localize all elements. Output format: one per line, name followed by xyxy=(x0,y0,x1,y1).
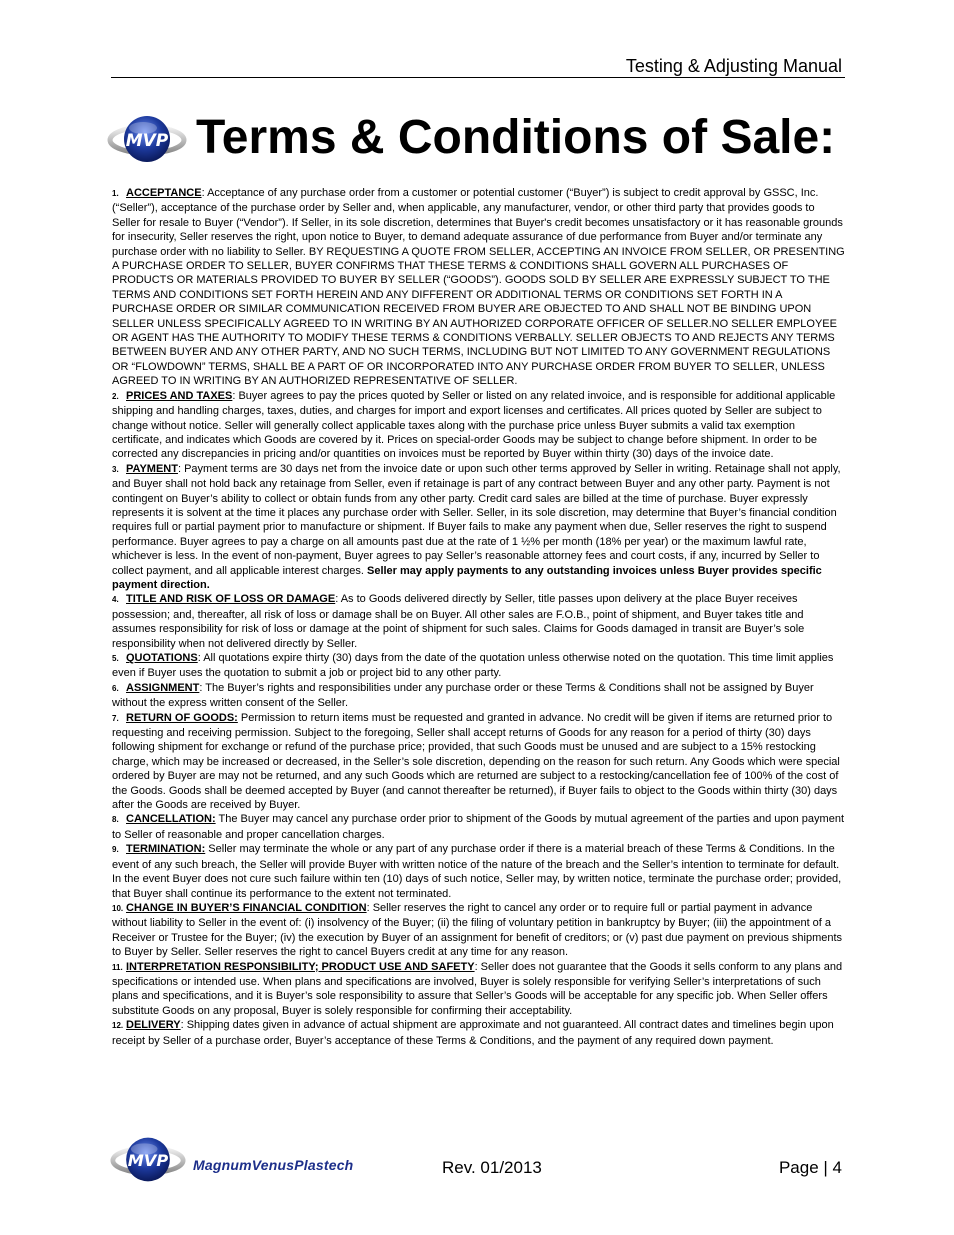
revision-label: Rev. 01/2013 xyxy=(442,1158,542,1177)
page-title: Terms & Conditions of Sale: xyxy=(196,111,836,164)
term-section-11: 11. INTERPRETATION RESPONSIBILITY; PRODUCT USE AND SAFETY: Seller does not guarantee that the Goods it sells conform to any plans and specifications or intended use. When plans and specifications are involved, Buyer is solely responsible for verifying Seller’s interpretations of such plans and specifications, and it is Buyer’s sole responsibility to assure that Seller’s Goods will be acceptable for any specific job. When Seller offers substitute Goods on any proposal, Buyer is solely responsible for confirming their acceptability. xyxy=(112,960,843,1017)
page-number: Page | 4 xyxy=(778,1158,842,1177)
manual-title: Testing & Adjusting Manual xyxy=(625,56,842,76)
term-section-12: 12. DELIVERY: Shipping dates given in advance of actual shipment are approximate and not guaranteed. All contract dates and timelines begin upon receipt by Seller of a purchase order, Buyer’s acceptance of these Terms & Conditions, and the payment of any required down payment. xyxy=(112,1019,834,1047)
logo-text: MVP xyxy=(125,131,169,151)
brand-name: MagnumVenusPlastech xyxy=(193,1157,354,1173)
term-section-7: 7. RETURN OF GOODS: Permission to return items must be requested and granted in advance. No credit will be given if items are returned prior to requesting and receiving permission. Subject to the foregoing, Seller shall accept returns of Goods for any reason for a period of thirty (30) days following shipment for exchange or refund of the purchase price; provided, that such Goods must be unused and are subject to a 15% restocking charge, which may be increased or decreased, in the Seller’s sole discretion, depending on the reason for such return. Any Goods which were special ordered by Buyer are may not be returned, and any such Goods which are returned are subject to a restocking/cancellation fee of 100% of the cost of the Goods. Goods shall be deemed accepted by Buyer (and cannot thereafter be returned), if Buyer fails to object to the Goods within thirty (30) days after the Goods are received by Buyer. xyxy=(112,711,840,812)
term-section-2: 2. PRICES AND TAXES: Buyer agrees to pay the prices quoted by Seller or listed on any related invoice, and is responsible for additional applicable shipping and handling charges, taxes, duties, and charges for import and export licenses and certificates. All prices quoted by Seller are subject to change without notice. Seller will generally collect applicable taxes along with the purchase price unless Buyer submits a valid tax exemption certificate, and indicates which Goods are covered by it. Prices on special-order Goods may be subject to change before shipment. In order to be corrected any discrepancies in pricing and/or quantities on invoices must be reported by Buyer within thirty (30) days of the invoice date. xyxy=(112,389,836,461)
mvp-footer-logo-icon xyxy=(110,1132,186,1187)
term-section-5: 5. QUOTATIONS: All quotations expire thirty (30) days from the date of the quotation unless otherwise noted on the quotation. This time limit applies even if Buyer uses the quotation to submit a job or project bid to any other party. xyxy=(112,652,834,680)
footer-logo-text: MVP xyxy=(127,1151,169,1171)
mvp-logo-icon xyxy=(107,111,187,167)
term-section-6: 6. ASSIGNMENT: The Buyer’s rights and responsibilities under any purchase order or these Terms & Conditions shall not be assigned by Buyer without the express written consent of the Seller. xyxy=(112,681,814,710)
terms-body xyxy=(112,186,845,1048)
term-section-4: 4. TITLE AND RISK OF LOSS OR DAMAGE: As to Goods delivered directly by Seller, title passes upon delivery at the place Buyer receives possession; and, thereafter, all risk of loss or damage shall be on Buyer. All other sales are F.O.B., point of shipment, and Buyer takes title and assumes responsibility for risk of loss or damage at the point of shipment for such sales. Claims for Goods damaged in transit are Buyer’s sole responsibility when not delivered directly by Seller. xyxy=(112,593,805,650)
term-section-9: 9. TERMINATION: Seller may terminate the whole or any part of any purchase order if there is a material breach of these Terms & Conditions. In the event of any such breach, the Seller will provide Buyer with written notice of the nature of the breach and the Seller’s intention to terminate for default. In the event Buyer does not cure such failure within ten (10) days of such notice, Seller may, by written notice, terminate the purchase order; provided, that Buyer shall continue its performance to the extent not terminated. xyxy=(112,843,842,900)
term-section-3: 3. PAYMENT: Payment terms are 30 days net from the invoice date or upon such other terms approved by Seller in writing. Retainage shall not apply, and Buyer shall not hold back any retainage from Seller, even if retainage is part of any contract between Buyer and any other party. Payment is not contingent on Buyer’s ability to collect or obtain funds from any other party. Credit card sales are billed at the time of purchase. Buyer expressly represents it is solvent at the time it places any purchase order with Seller. Seller, in its sole discretion, may determine that Buyer’s financial condition requires full or partial payment prior to manufacture or shipment. If Buyer fails to make any payment when due, Seller reserves the right to suspend performance. Buyer agrees to pay a charge on all amounts past due at the rate of 1 ½% per month (18% per year) or the maximum lawful rate, whichever is less. In the event of non-payment, Buyer agrees to pay Seller’s reasonable attorney fees and court costs, if any, incurred by Seller to collect payment, and all applicable interest charges. Seller may apply payments to any outstanding invoices unless Buyer provides specific payment direction. xyxy=(112,462,841,591)
header-rule xyxy=(111,77,845,78)
term-section-10: 10. CHANGE IN BUYER’S FINANCIAL CONDITION: Seller reserves the right to cancel any order or to require full or partial payment in advance without liability to Seller in the event of: (i) insolvency of the Buyer; (ii) the filing of voluntary petition in bankruptcy by Buyer; (iii) the appointment of a Receiver or Trustee for the Buyer; (iv) the execution by Buyer of an assignment for benefit of creditors; or (v) past due payment on previous shipments to Buyer by Seller. Seller reserves the right to cancel Buyers credit at any time for any reason. xyxy=(112,901,843,959)
term-section-8: 8. CANCELLATION: The Buyer may cancel any purchase order prior to shipment of the Goods by mutual agreement of the parties and upon payment to Seller of reasonable and proper cancellation charges. xyxy=(112,813,844,841)
term-section-1: 1. ACCEPTANCE: Acceptance of any purchase order from a customer or potential customer (“Buyer”) is subject to credit approval by GSSC, Inc. (“Seller”), acceptance of the purchase order by Seller and, when applicable, any manufacturer, vendor, or other third party that provides goods to Seller for resale to Buyer (“Vendor”). If Seller, in its sole discretion, determines that Buyer's credit becomes unsatisfactory or it has reasonable grounds for insecurity, Seller reserves the right, upon notice to Buyer, to demand adequate assurance of due performance from Buyer and/or terminate any purchase order with no liability to Seller. BY REQUESTING A QUOTE FROM SELLER, ACCEPTING AN INVOICE FROM SELLER, OR PRESENTING A PURCHASE ORDER TO SELLER, BUYER CONFIRMS THAT THESE TERMS & CONDITIONS SHALL GOVERN ALL PURCHASES OF PRODUCTS OR MATERIALS PROVIDED TO BUYER BY SELLER (“GOODS”). GOODS SOLD BY SELLER ARE EXPRESSLY SUBJECT TO THE TERMS AND CONDITIONS SET FORTH HEREIN AND ANY DIFFERENT OR ADDITIONAL TERMS OR CONDITIONS SET FORTH IN A PURCHASE ORDER OR SIMILAR COMMUNICATION RECEIVED FROM BUYER ARE OBJECTED TO AND SHALL NOT BE BINDING UPON SELLER UNLESS SPECIFICALLY AGREED TO IN WRITING BY AN AUTHORIZED CORPORATE OFFICER OF SELLER.NO SELLER EMPLOYEE OR AGENT HAS THE AUTHORITY TO MODIFY THESE TERMS & CONDITIONS VERBALLY. SELLER OBJECTS TO AND REJECTS ANY TERMS BETWEEN BUYER AND ANY OTHER PARTY, AND NO SUCH TERMS, INCLUDING BUT NOT LIMITED TO ANY GOVERNMENT REGULATIONS OR “FLOWDOWN” TERMS, SHALL BE A PART OF OR INCORPORATED INTO ANY PURCHASE ORDER FROM BUYER TO SELLER, UNLESS AGREED TO IN WRITING BY AN AUTHORIZED REPRESENTATIVE OF SELLER. xyxy=(112,187,845,388)
